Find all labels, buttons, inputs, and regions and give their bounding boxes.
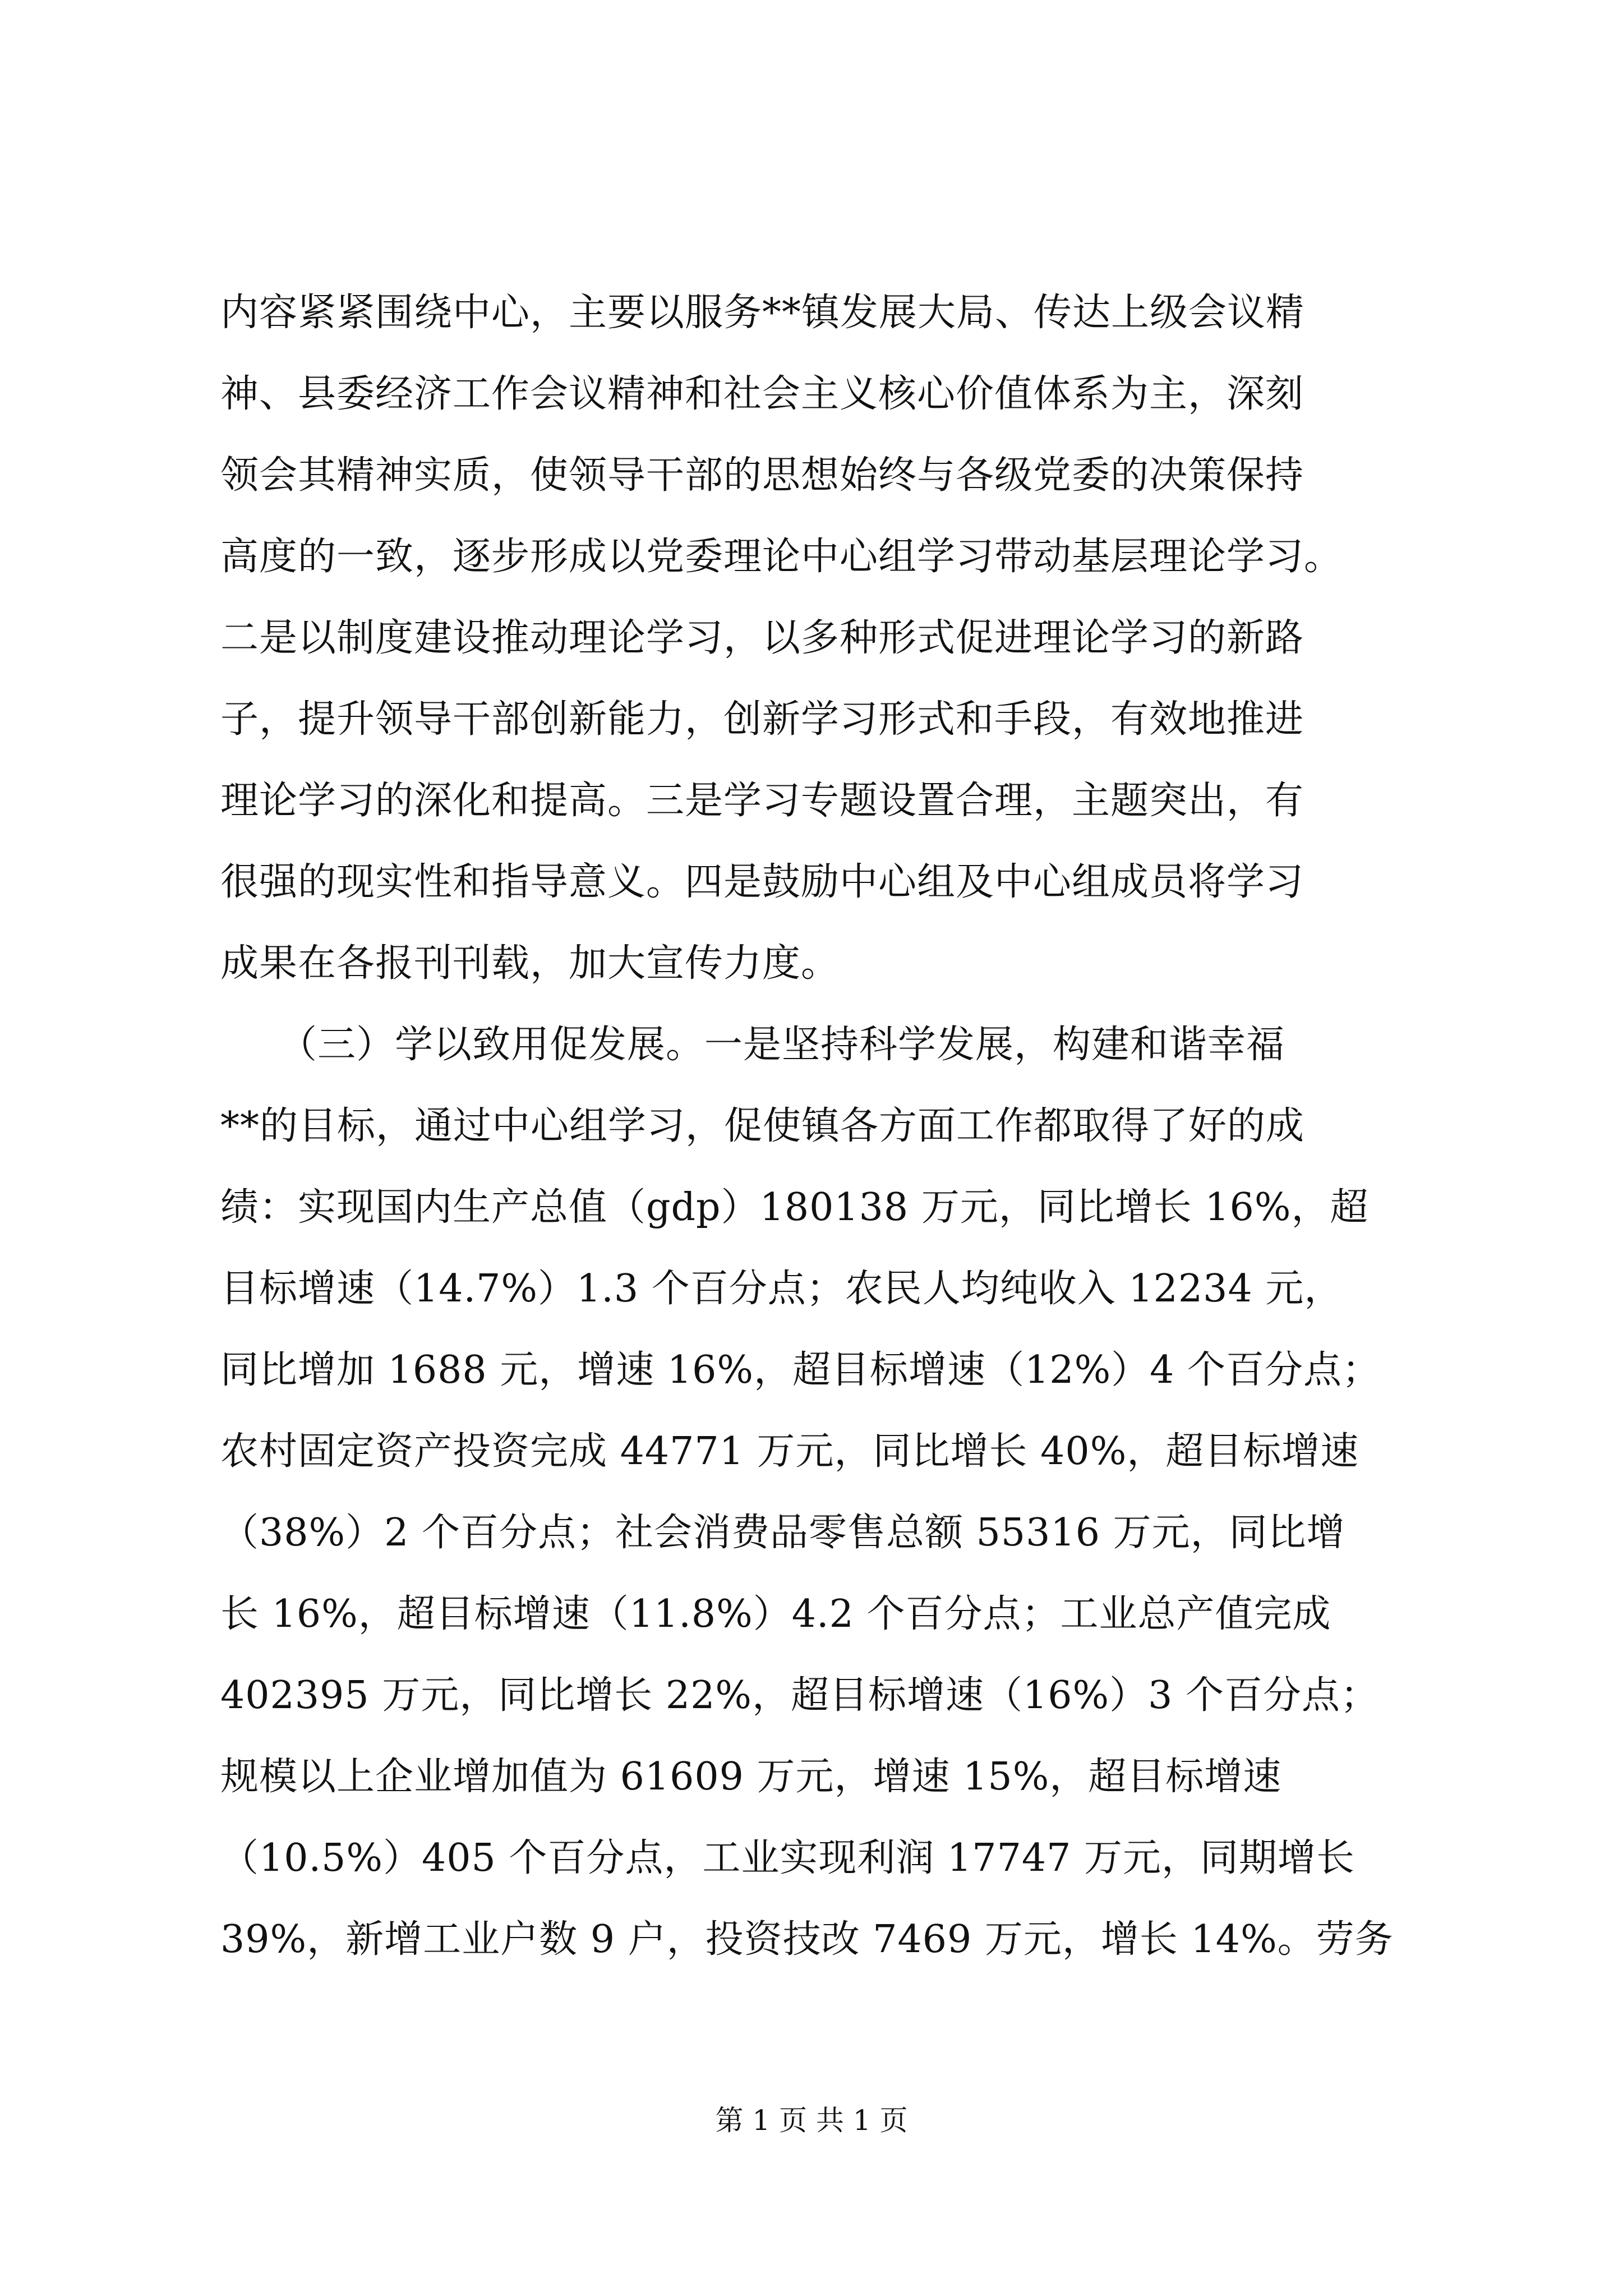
text-line: 成果在各报刊刊载，加大宣传力度。 (220, 941, 840, 986)
text-line: **的目标，通过中心组学习，促使镇各方面工作都取得了好的成 (220, 1104, 1305, 1148)
text-line: （38%）2 个百分点；社会消费品零售总额 55316 万元，同比增 (220, 1511, 1345, 1555)
text-line: 二是以制度建设推动理论学习，以多种形式促进理论学习的新路 (220, 616, 1304, 660)
text-line: 农村固定资产投资完成 44771 万元，同比增长 40%，超目标增速 (220, 1429, 1359, 1474)
page-number: 第 1 页 共 1 页 (715, 2104, 908, 2137)
text-line: 内容紧紧围绕中心，主要以服务**镇发展大局、传达上级会议精 (220, 291, 1305, 335)
text-line: 绩：实现国内生产总值（gdp）180138 万元，同比增长 16%，超 (220, 1185, 1369, 1230)
text-line: 领会其精神实质，使领导干部的思想始终与各级党委的决策保持 (220, 453, 1304, 498)
body-text (220, 272, 1426, 1980)
text-line: 子，提升领导干部创新能力，创新学习形式和手段，有效地推进 (220, 697, 1304, 742)
text-line: 高度的一致，逐步形成以党委理论中心组学习带动基层理论学习。 (220, 535, 1343, 579)
page-footer (0, 2101, 1623, 2140)
text-line: 同比增加 1688 元，增速 16%，超目标增速（12%）4 个百分点； (220, 1348, 1381, 1392)
text-line: （三）学以致用促发展。一是坚持科学发展，构建和谐幸福 (220, 1023, 1285, 1067)
text-line: 402395 万元，同比增长 22%，超目标增速（16%）3 个百分点； (220, 1673, 1379, 1718)
text-line: 很强的现实性和指导意义。四是鼓励中心组及中心组成员将学习 (220, 860, 1304, 904)
text-line: （10.5%）405 个百分点，工业实现利润 17747 万元，同期增长 (220, 1836, 1355, 1880)
text-line: 39%，新增工业户数 9 户，投资技改 7469 万元，增长 14%。劳务 (220, 1917, 1394, 1962)
text-line: 长 16%，超目标增速（11.8%）4.2 个百分点；工业总产值完成 (220, 1592, 1331, 1636)
text-line: 规模以上企业增加值为 61609 万元，增速 15%，超目标增速 (220, 1755, 1282, 1799)
text-line: 理论学习的深化和提高。三是学习专题设置合理，主题突出，有 (220, 779, 1304, 823)
text-line: 目标增速（14.7%）1.3 个百分点；农民人均纯收入 12234 元， (220, 1267, 1343, 1311)
text-line: 神、县委经济工作会议精神和社会主义核心价值体系为主，深刻 (220, 372, 1304, 416)
